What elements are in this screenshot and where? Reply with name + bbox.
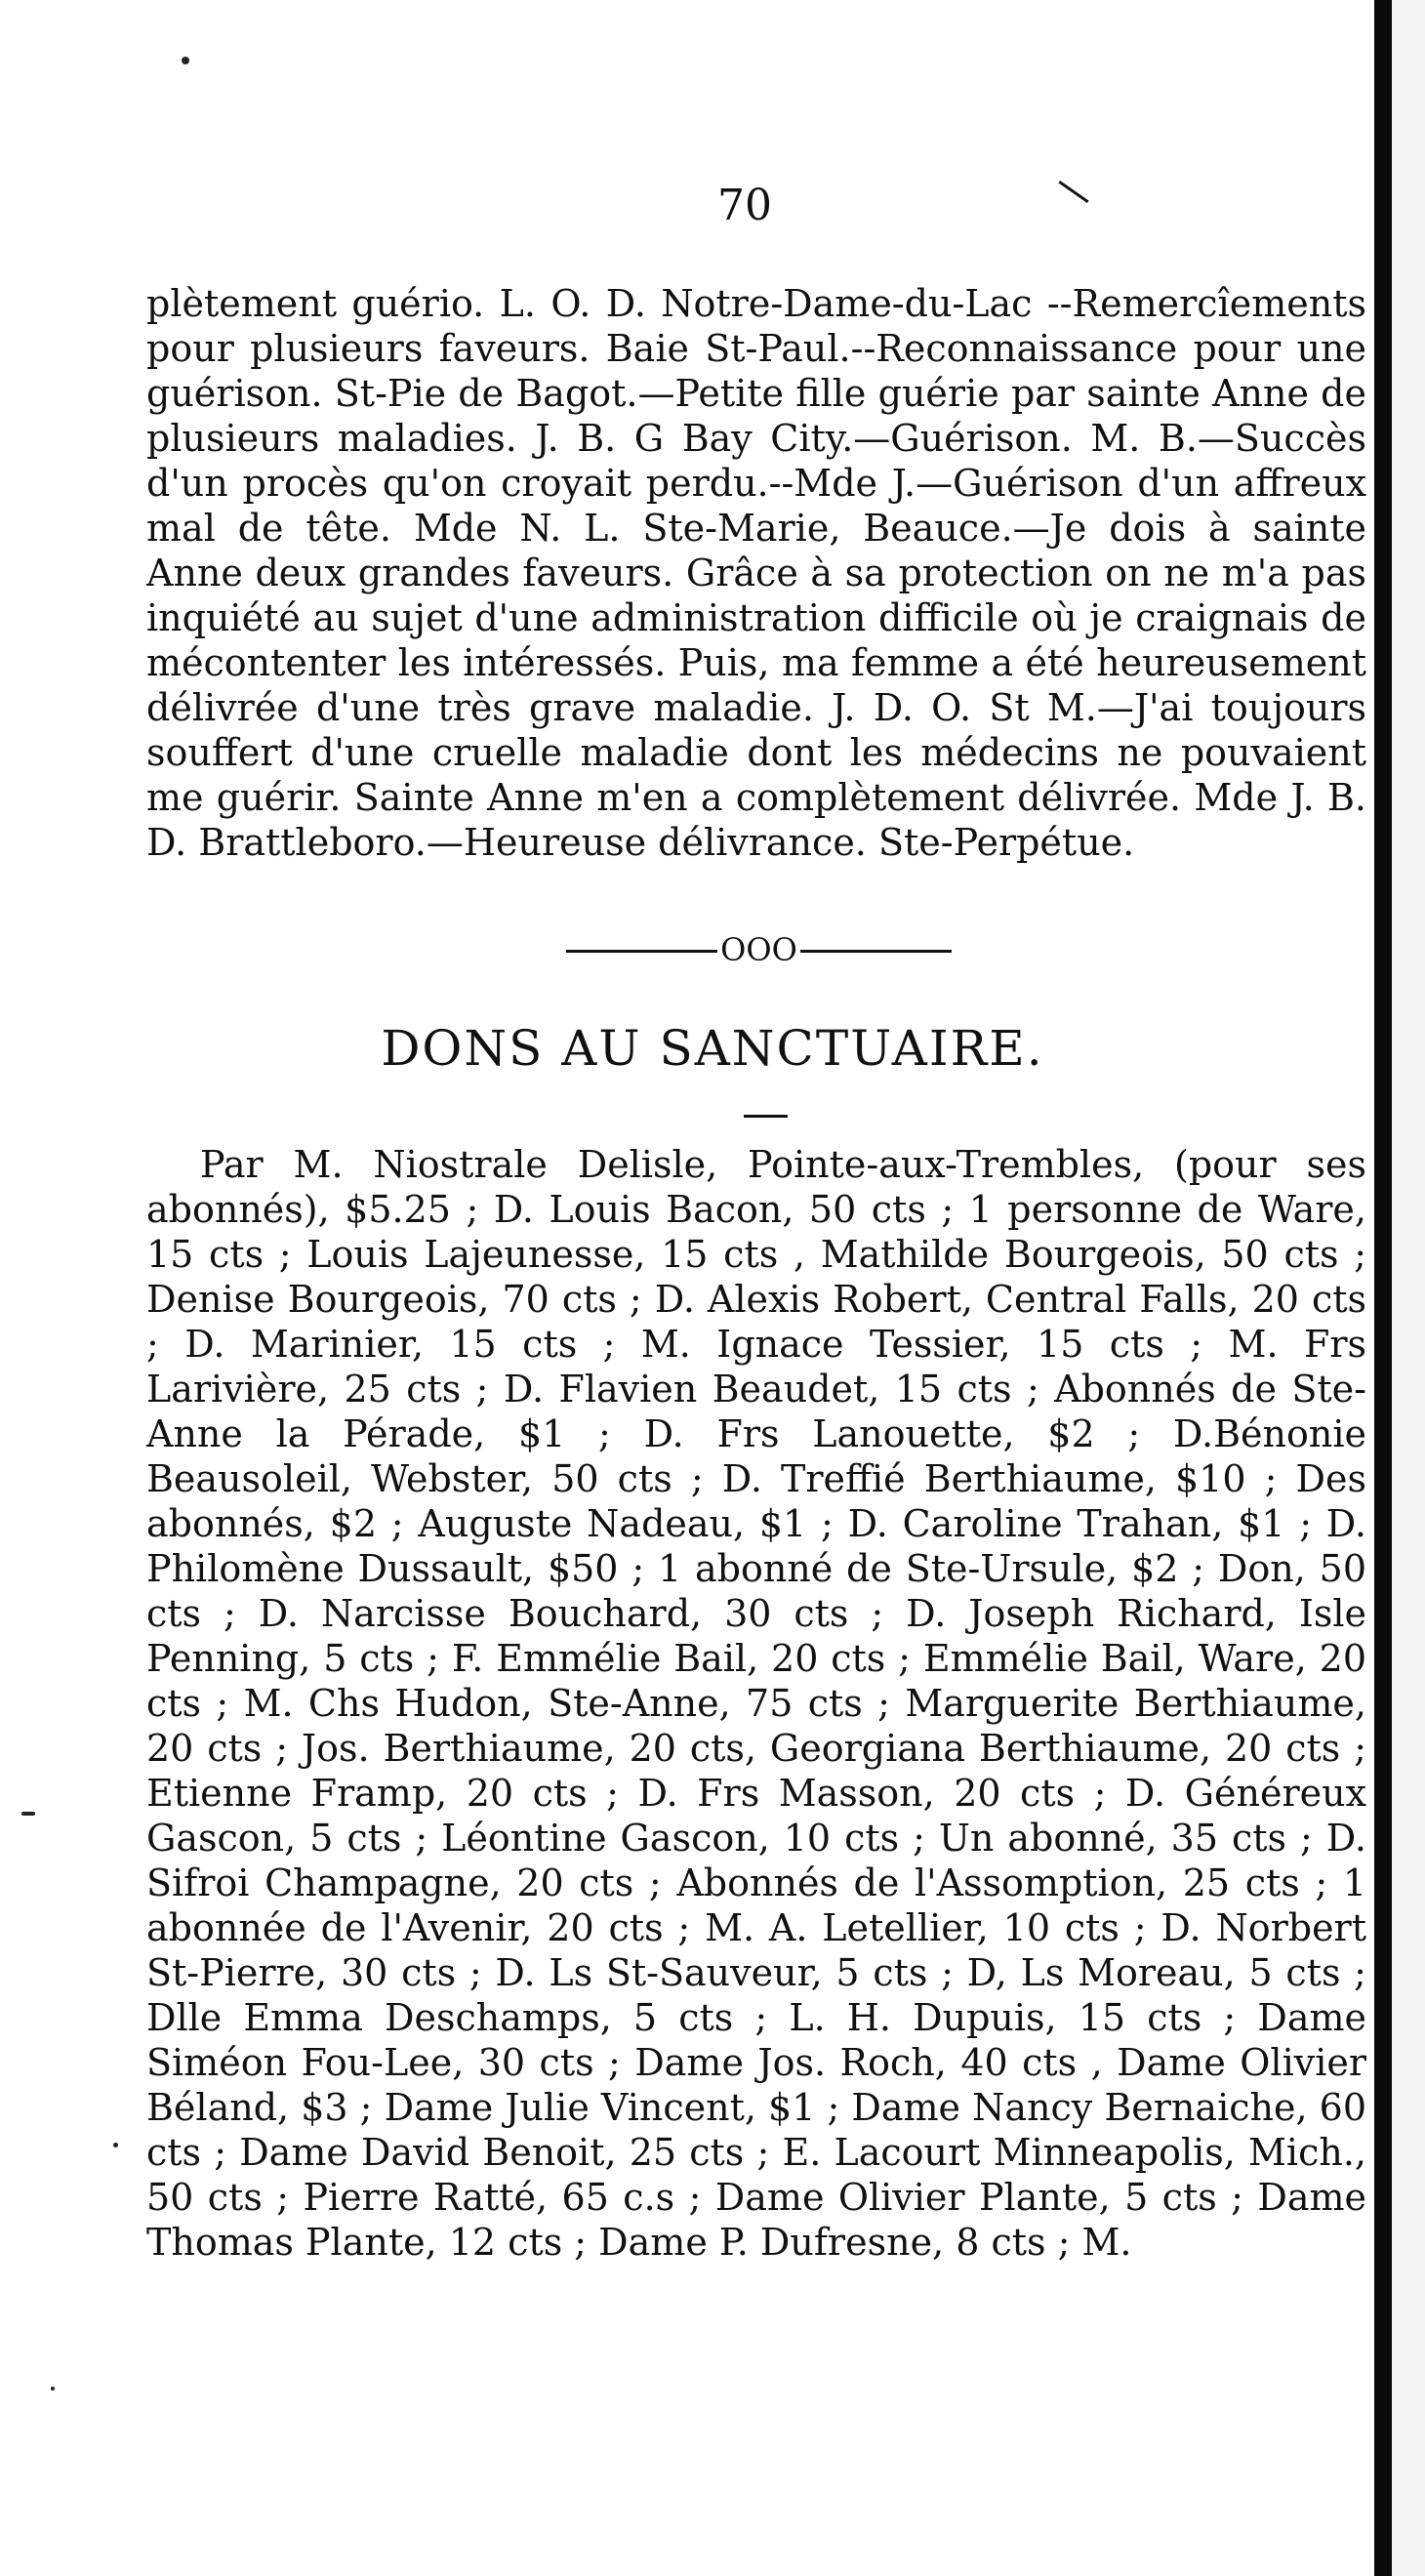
adjacent-page-gutter	[1392, 0, 1425, 2576]
ornamental-divider	[566, 932, 952, 967]
ink-mark	[1058, 181, 1088, 203]
page-number: 70	[717, 181, 772, 230]
heading-rule	[744, 1115, 788, 1118]
ink-speck	[113, 2143, 118, 2147]
ink-speck	[182, 57, 189, 64]
ink-speck	[21, 1812, 35, 1816]
ink-speck	[51, 2387, 55, 2391]
donations-paragraph: Par M. Niostrale Delisle, Pointe-aux-Trembles, (pour ses abonnés), $5.25 ; D. Louis Bacon, 50 cts ; 1 personne de Ware, 15 cts ; Louis Lajeunesse, 15 cts , Mathilde Bourgeois, 50 cts ; Denise Bourgeois, 70 cts ; D. Alexis Robert, Central Falls, 20 cts ; D. Marinier, 15 cts ; M. Ignace Tessier, 15 cts ; M. Frs Larivière, 25 cts ; D. Flavien Beaudet, 15 cts ; Abonnés de Ste-Anne la Pérade, $1 ; D. Frs Lanouette, $2 ; D.Bénonie Beausoleil, Webster, 50 cts ; D. Treffié Berthiaume, $10 ; Des abonnés, $2 ; Auguste Nadeau, $1 ; D. Caroline Trahan, $1 ; D. Philomène Dussault, $50 ; 1 abonné de Ste-Ursule, $2 ; Don, 50 cts ; D. Narcisse Bouchard, 30 cts ; D. Joseph Richard, Isle Penning, 5 cts ; F. Emmélie Bail, 20 cts ; Emmélie Bail, Ware, 20 cts ; M. Chs Hudon, Ste-Anne, 75 cts ; Marguerite Berthiaume, 20 cts ; Jos. Berthiaume, 20 cts, Georgiana Berthiaume, 20 cts ; Etienne Framp, 20 cts ; D. Frs Masson, 20 cts ; D. Généreux Gascon, 5 cts ; Léontine Gascon, 10 cts ; Un abonné, 35 cts ; D. Sifroi Champagne, 20 cts ; Abonnés de l'Assomption, 25 cts ; 1 abonnée de l'Avenir, 20 cts ; M. A. Letellier, 10 cts ; D. Norbert St-Pierre, 30 cts ; D. Ls St-Sauveur, 5 cts ; D, Ls Moreau, 5 cts ; Dlle Emma Deschamps, 5 cts ; L. H. Dupuis, 15 cts ; Dame Siméon Fou-Lee, 30 cts ; Dame Jos. Roch, 40 cts , Dame Olivier Béland, $3 ; Dame Julie Vincent, $1 ; Dame Nancy Bernaiche, 60 cts ; Dame David Benoit, 25 cts ; E. Lacourt Minneapolis, Mich., 50 cts ; Pierre Ratté, 65 c.s ; Dame Olivier Plante, 5 cts ; Dame Thomas Plante, 12 cts ; Dame P. Dufresne, 8 cts ; M.	[146, 1143, 1366, 2264]
divider-rule-left	[566, 950, 717, 953]
divider-mark: OOO	[720, 931, 797, 968]
donations-block	[146, 1142, 1366, 2265]
intro-paragraph-block	[146, 281, 1366, 865]
section-heading: DONS AU SANCTUAIRE.	[381, 1020, 1044, 1077]
book-binding-edge	[1374, 0, 1392, 2576]
divider-rule-right	[800, 950, 952, 953]
intro-paragraph: plètement guério. L. O. D. Notre-Dame-du-Lac --Remercîements pour plusieurs faveurs. Baie St-Paul.--Reconnaissance pour une guérison. St-Pie de Bagot.—Petite fille guérie par sainte Anne de plusieurs maladies. J. B. G Bay City.—Guérison. M. B.—Succès d'un procès qu'on croyait perdu.--Mde J.—Guérison d'un affreux mal de tête. Mde N. L. Ste-Marie, Beauce.—Je dois à sainte Anne deux grandes faveurs. Grâce à sa protection on ne m'a pas inquiété au sujet d'une administration difficile où je craignais de mécontenter les intéressés. Puis, ma femme a été heureusement délivrée d'une très grave maladie. J. D. O. St M.—J'ai toujours souffert d'une cruelle maladie dont les médecins ne pouvaient me guérir. Sainte Anne m'en a complètement délivrée. Mde J. B. D. Brattleboro.—Heureuse délivrance. Ste-Perpétue.	[146, 282, 1366, 864]
